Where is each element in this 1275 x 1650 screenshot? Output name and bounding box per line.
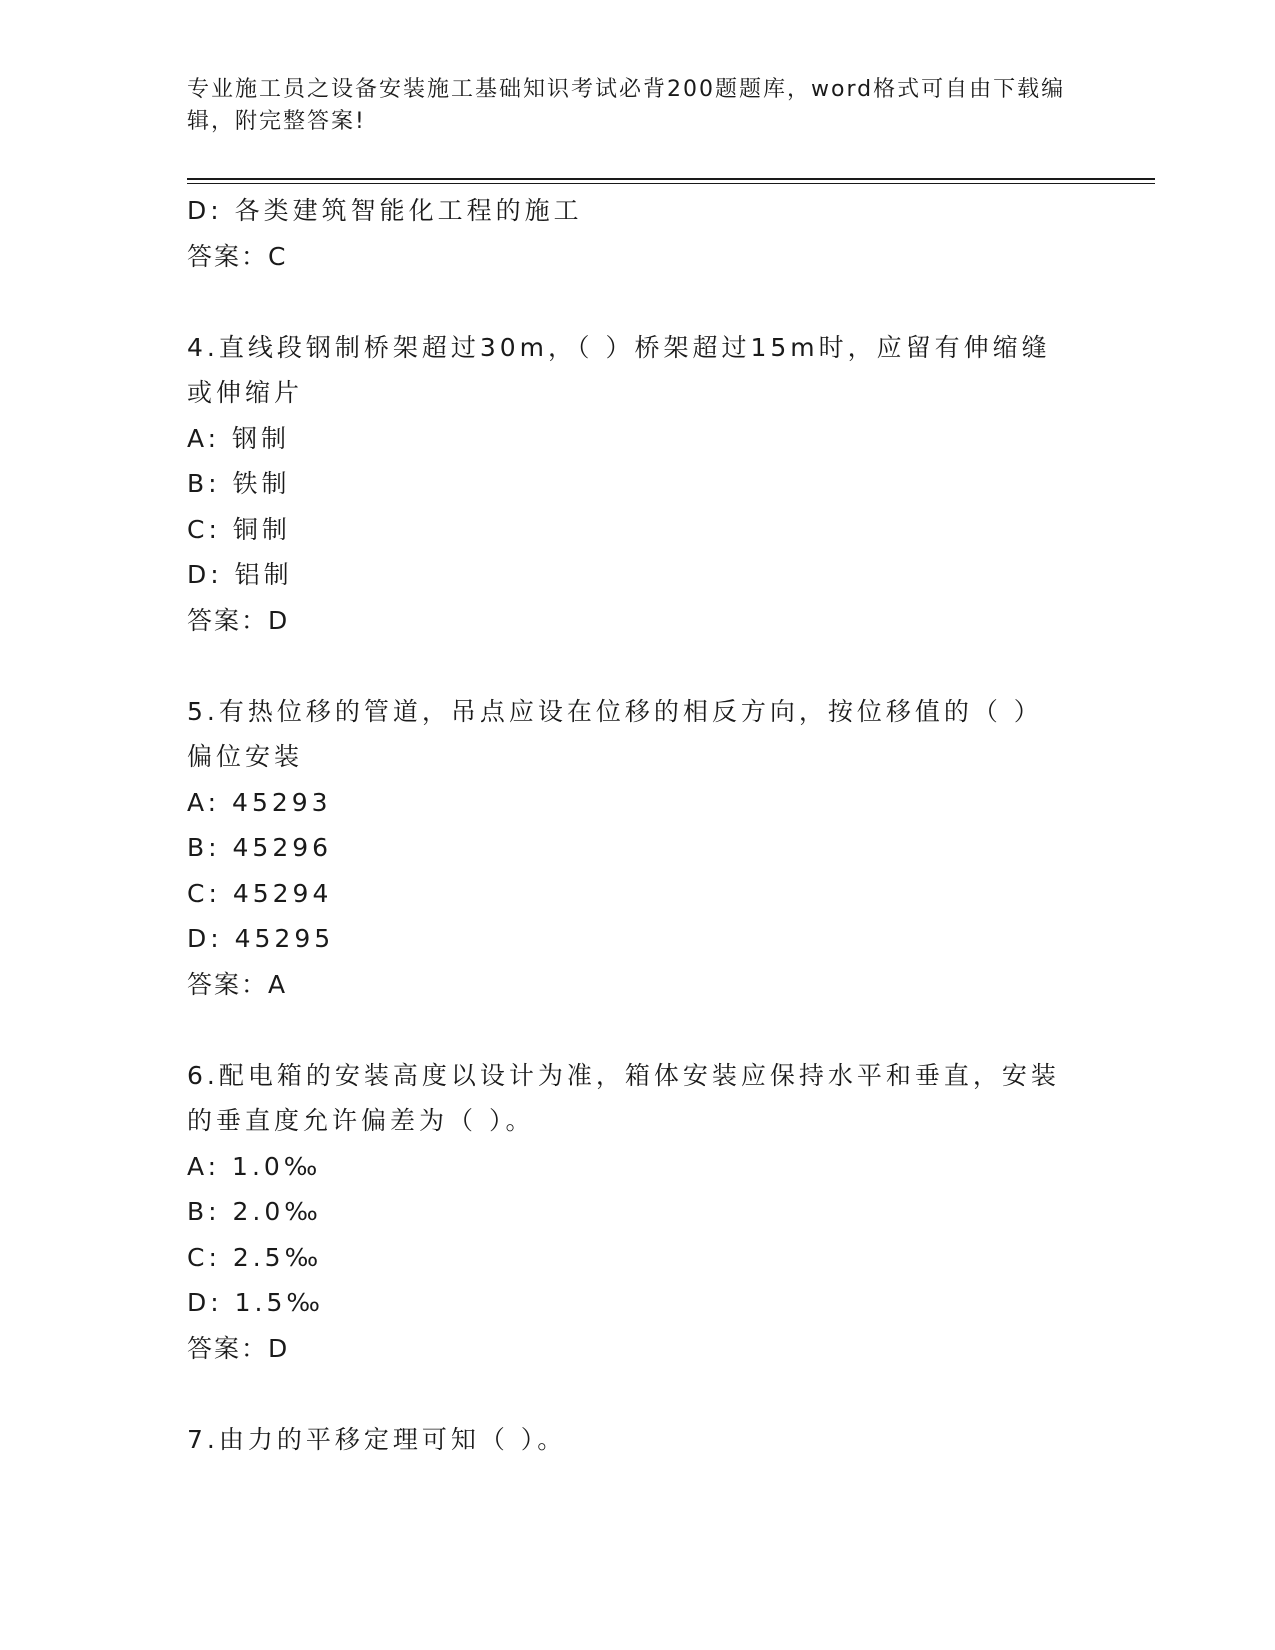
option-a: A: 钢制 xyxy=(187,423,291,453)
question-text: 6.配电箱的安装高度以设计为准，箱体安装应保持水平和垂直，安装的垂直度允许偏差为（ ）。 xyxy=(187,1060,1060,1135)
answer-line: 答案：C xyxy=(187,241,288,271)
answer-line: 答案：A xyxy=(187,969,288,999)
question-text: 4.直线段钢制桥架超过30m，（ ）桥架超过15m时，应留有伸缩缝或伸缩片 xyxy=(187,332,1051,407)
option-d: D: 铝制 xyxy=(187,560,293,589)
answer-line: 答案：D xyxy=(187,605,290,635)
option-a: A: 1.0‰ xyxy=(187,1151,322,1181)
option-a: A: 45293 xyxy=(187,787,332,817)
header-divider-thin xyxy=(187,183,1155,184)
header-divider-thick xyxy=(187,178,1155,180)
answer-line: 答案：D xyxy=(187,1333,290,1363)
option-d: D: 各类建筑智能化工程的施工 xyxy=(187,196,583,225)
option-d: D: 1.5‰ xyxy=(187,1288,324,1317)
option-b: B: 铁制 xyxy=(187,469,291,498)
document-header: 专业施工员之设备安装施工基础知识考试必背200题题库，word格式可自由下载编辑，附完整答案! xyxy=(187,77,1066,134)
question-text: 5.有热位移的管道，吊点应设在位移的相反方向，按位移值的（ ）偏位安装 xyxy=(187,696,1043,771)
option-b: B: 2.0‰ xyxy=(187,1197,322,1226)
question-list xyxy=(187,188,1107,1462)
option-b: B: 45296 xyxy=(187,833,333,862)
option-c: C: 2.5‰ xyxy=(187,1242,323,1272)
option-d: D: 45295 xyxy=(187,924,335,953)
question-text: 7.由力的平移定理可知（ ）。 xyxy=(187,1424,567,1454)
option-c: C: 铜制 xyxy=(187,514,291,544)
option-c: C: 45294 xyxy=(187,878,333,908)
